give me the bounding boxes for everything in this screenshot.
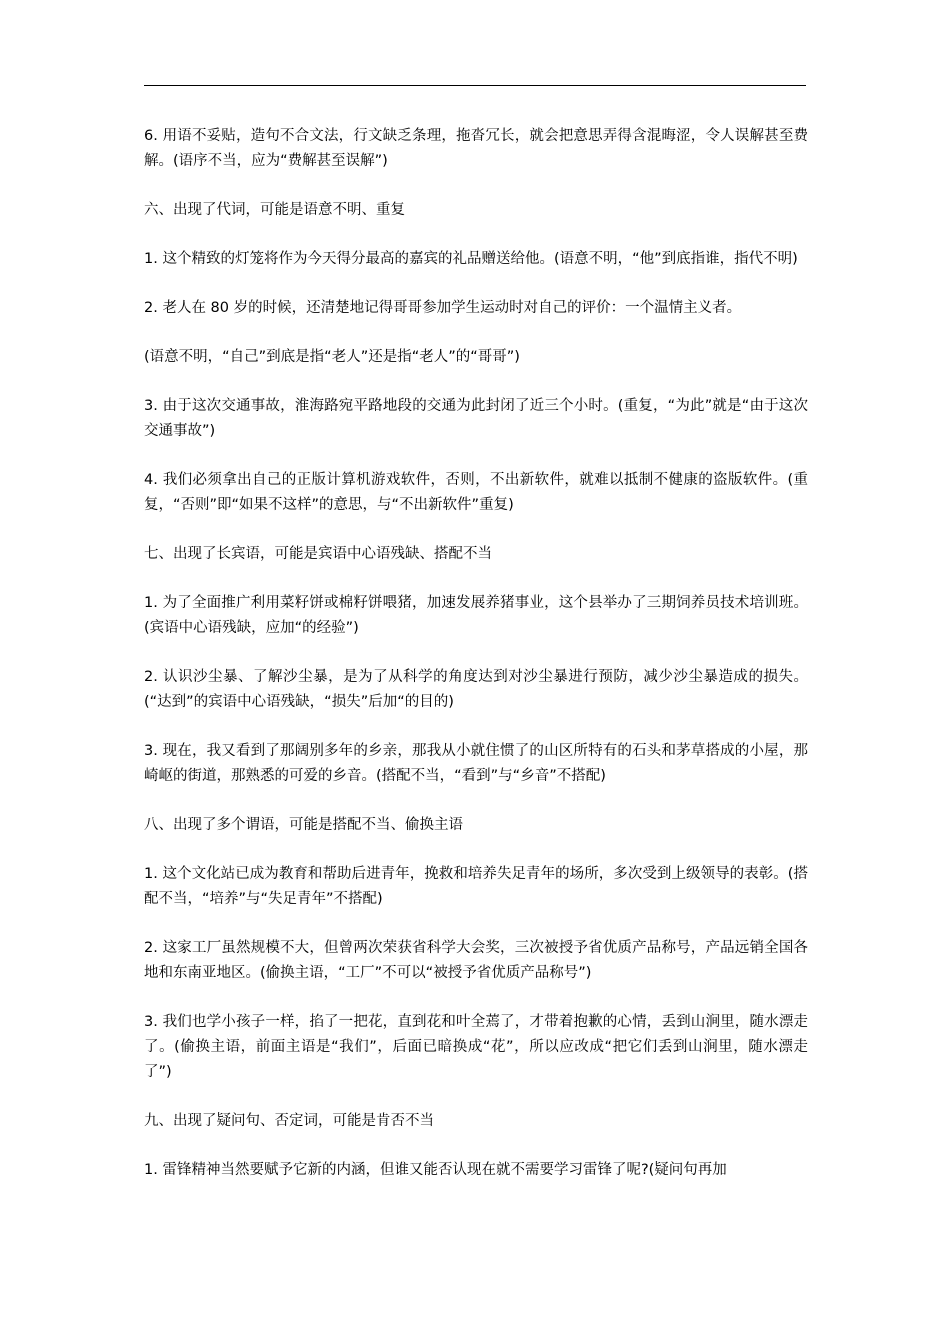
section-heading-multiple-predicates: 八、出现了多个谓语，可能是搭配不当、偷换主语 xyxy=(144,817,463,833)
section-heading-pronoun: 六、出现了代词，可能是语意不明、重复 xyxy=(144,202,405,218)
paragraph-pronoun-2-note: (语意不明，“自己”到底是指“老人”还是指“老人”的“哥哥”) xyxy=(144,349,520,365)
paragraph-6-word-order: 6. 用语不妥贴，造句不合文法，行文缺乏条理，拖沓冗长，就会把意思弄得含混晦涩，令人误解甚至费解。(语序不当，应为“费解甚至误解”) xyxy=(144,128,808,169)
paragraph-question-1: 1. 雷锋精神当然要赋予它新的内涵，但谁又能否认现在就不需要学习雷锋了呢?(疑问句再加 xyxy=(144,1162,727,1178)
paragraph-pronoun-2: 2. 老人在 80 岁的时候，还清楚地记得哥哥参加学生运动时对自己的评价：一个温情主义者。 xyxy=(144,300,742,316)
paragraph-predicates-2: 2. 这家工厂虽然规模不大，但曾两次荣获省科学大会奖，三次被授予省优质产品称号，产品远销全国各地和东南亚地区。(偷换主语，“工厂”不可以“被授予省优质产品称号”) xyxy=(144,940,808,981)
paragraph-predicates-3: 3. 我们也学小孩子一样，掐了一把花，直到花和叶全蔫了，才带着抱歉的心情，丢到山涧里，随水漂走了。(偷换主语，前面主语是“我们”，后面已暗换成“花”，所以应改成“把它们丢到山涧里，随水漂走了”) xyxy=(144,1014,808,1080)
paragraph-pronoun-1: 1. 这个精致的灯笼将作为今天得分最高的嘉宾的礼品赠送给他。(语意不明，“他”到底指谁，指代不明) xyxy=(144,251,798,267)
paragraph-long-object-1: 1. 为了全面推广利用菜籽饼或棉籽饼喂猪，加速发展养猪事业，这个县举办了三期饲养员技术培训班。(宾语中心语残缺，应加“的经验”) xyxy=(144,595,808,636)
paragraph-long-object-3: 3. 现在，我又看到了那阔别多年的乡亲，那我从小就住惯了的山区所特有的石头和茅草搭成的小屋，那崎岖的街道，那熟悉的可爱的乡音。(搭配不当，“看到”与“乡音”不搭配) xyxy=(144,743,808,784)
header-rule xyxy=(144,85,806,86)
section-heading-long-object: 七、出现了长宾语，可能是宾语中心语残缺、搭配不当 xyxy=(144,546,492,562)
document-body xyxy=(144,124,808,1207)
paragraph-pronoun-4: 4. 我们必须拿出自己的正版计算机游戏软件，否则，不出新软件，就难以抵制不健康的盗版软件。(重复，“否则”即“如果不这样”的意思，与“不出新软件”重复) xyxy=(144,472,808,513)
paragraph-pronoun-3: 3. 由于这次交通事故，淮海路宛平路地段的交通为此封闭了近三个小时。(重复，“为此”就是“由于这次交通事故”) xyxy=(144,398,808,439)
paragraph-predicates-1: 1. 这个文化站已成为教育和帮助后进青年，挽救和培养失足青年的场所，多次受到上级领导的表彰。(搭配不当，“培养”与“失足青年”不搭配) xyxy=(144,866,808,907)
section-heading-question-negation: 九、出现了疑问句、否定词，可能是肯否不当 xyxy=(144,1113,434,1129)
paragraph-long-object-2: 2. 认识沙尘暴、了解沙尘暴，是为了从科学的角度达到对沙尘暴进行预防，减少沙尘暴造成的损失。(“达到”的宾语中心语残缺，“损失”后加“的目的) xyxy=(144,669,808,710)
